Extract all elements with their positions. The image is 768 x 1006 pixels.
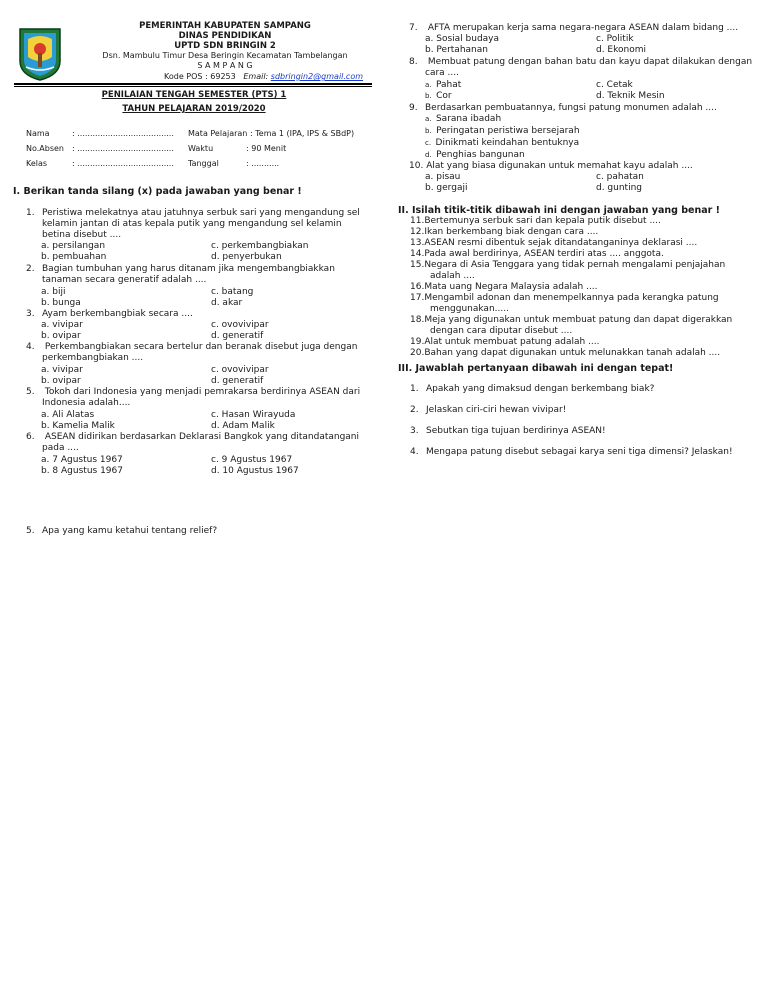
option-c[interactable]: c. ovovivipar xyxy=(211,320,269,330)
question-2 xyxy=(26,264,335,286)
fill-item: menggunakan..... xyxy=(410,304,509,314)
question-text: betina disebut .... xyxy=(42,230,122,240)
header-rule-thin xyxy=(14,86,372,87)
question-text: kelamin jantan di atas kepala putik yang mengandung sel kelamin xyxy=(42,219,342,229)
section1-title: I. Berikan tanda silang (x) pada jawaban yang benar ! xyxy=(13,186,302,197)
label-tanggal: Tanggal xyxy=(188,159,219,168)
question-3 xyxy=(26,309,193,320)
option-c[interactable]: c. perkembangbiakan xyxy=(211,241,309,251)
header-email-link[interactable]: sdbringin2@gmail.com xyxy=(270,72,364,81)
field-noabsen[interactable]: : ...................................... xyxy=(72,144,174,153)
question-9 xyxy=(409,103,717,114)
option-d[interactable]: d. Penghias bangunan xyxy=(425,150,525,160)
question-number: 2. xyxy=(26,264,35,274)
question-7 xyxy=(409,23,738,34)
question-text: Berdasarkan pembuatannya, fungsi patung monumen adalah .... xyxy=(425,103,717,113)
header-city: S A M P A N G xyxy=(197,61,253,70)
label-noabsen: No.Absen xyxy=(26,144,64,153)
question-8 xyxy=(409,57,752,79)
question-1 xyxy=(26,208,360,241)
fill-item: 13.ASEAN resmi dibentuk sejak ditandatanganinya deklarasi .... xyxy=(410,238,698,248)
option-b[interactable]: b. ovipar xyxy=(41,331,81,341)
exam-year: TAHUN PELAJARAN 2019/2020 xyxy=(122,104,266,114)
question-number: 9. xyxy=(409,103,418,113)
option-c[interactable]: c. pahatan xyxy=(596,172,644,182)
option-a[interactable]: a. biji xyxy=(41,287,66,297)
label-kelas: Kelas xyxy=(26,159,48,168)
option-c[interactable]: c. ovovivipar xyxy=(211,365,269,375)
option-b[interactable]: b. 8 Agustus 1967 xyxy=(41,466,123,476)
essay-question-2: 2. Jelaskan ciri-ciri hewan vivipar! xyxy=(410,405,567,415)
question-number: 6. xyxy=(26,432,35,442)
fill-item: 11.Bertemunya serbuk sari dan kepala putik disebut .... xyxy=(410,216,661,226)
option-a[interactable]: a. vivipar xyxy=(41,320,83,330)
option-d[interactable]: d. akar xyxy=(211,298,243,308)
value-tanggal[interactable]: : ........... xyxy=(246,159,280,168)
label-waktu: Waktu xyxy=(188,144,214,153)
fill-item: 12.Ikan berkembang biak dengan cara .... xyxy=(410,227,599,237)
option-b[interactable]: b. Kamelia Malik xyxy=(41,421,115,431)
option-a[interactable]: a. 7 Agustus 1967 xyxy=(41,455,123,465)
question-number: 10. xyxy=(409,161,424,171)
header-school: UPTD SDN BRINGIN 2 xyxy=(174,41,276,51)
fill-item: 14.Pada awal berdirinya, ASEAN terdiri atas .... anggota. xyxy=(410,249,664,259)
question-4 xyxy=(26,342,357,364)
option-d[interactable]: d. generatif xyxy=(211,331,264,341)
option-c[interactable]: c. 9 Agustus 1967 xyxy=(211,455,293,465)
question-text: tanaman secara generatif adalah .... xyxy=(42,275,207,285)
option-d[interactable]: d. Adam Malik xyxy=(211,421,275,431)
option-d[interactable]: d. penyerbukan xyxy=(211,252,282,262)
header-contact xyxy=(164,71,363,82)
question-text: AFTA merupakan kerja sama negara-negara ASEAN dalam bidang .... xyxy=(425,23,739,33)
fill-item: 20.Bahan yang dapat digunakan untuk melunakkan tanah adalah .... xyxy=(410,348,721,358)
option-b[interactable]: b. bunga xyxy=(41,298,81,308)
fill-item: 16.Mata uang Negara Malaysia adalah .... xyxy=(410,282,598,292)
question-text: Peristiwa melekatnya atau jatuhnya serbuk sari yang mengandung sel xyxy=(42,208,360,218)
question-number: 7. xyxy=(409,23,418,33)
option-d[interactable]: d. Ekonomi xyxy=(596,45,646,55)
option-a[interactable]: a. pisau xyxy=(425,172,461,182)
question-text: cara .... xyxy=(425,68,459,78)
field-kelas[interactable]: : ...................................... xyxy=(72,159,174,168)
question-number: 8. xyxy=(409,57,418,67)
option-a[interactable]: a. Sosial budaya xyxy=(425,34,500,44)
question-number: 3. xyxy=(26,309,35,319)
header-rule-thick xyxy=(14,83,372,85)
option-b[interactable]: b. gergaji xyxy=(425,183,468,193)
option-c[interactable]: c. Cetak xyxy=(596,80,633,90)
option-b[interactable]: b. Cor xyxy=(425,91,452,101)
option-a[interactable]: a. Ali Alatas xyxy=(41,410,95,420)
question-6 xyxy=(26,432,359,454)
question-5 xyxy=(26,387,360,409)
fill-item: 18.Meja yang digunakan untuk membuat patung dan dapat digerakkan xyxy=(410,315,733,325)
fill-item: adalah .... xyxy=(410,271,475,281)
option-a[interactable]: a. persilangan xyxy=(41,241,106,251)
question-text: pada .... xyxy=(42,443,79,453)
option-c[interactable]: c. batang xyxy=(211,287,254,297)
exam-title: PENILAIAN TENGAH SEMESTER (PTS) 1 xyxy=(101,90,287,100)
option-b[interactable]: b. ovipar xyxy=(41,376,81,386)
essay-question-4: 4. Mengapa patung disebut sebagai karya seni tiga dimensi? Jelaskan! xyxy=(410,447,733,457)
header-government: PEMERINTAH KABUPATEN SAMPANG xyxy=(139,21,311,31)
option-a[interactable]: a. Pahat xyxy=(425,80,462,90)
value-waktu: : 90 Menit xyxy=(246,144,287,153)
header-email-label: Email: xyxy=(243,72,269,81)
fill-item: 19.Alat untuk membuat patung adalah .... xyxy=(410,337,600,347)
question-number: 1. xyxy=(26,208,35,218)
fill-item: 17.Mengambil adonan dan menempelkannya pada kerangka patung xyxy=(410,293,719,303)
option-b[interactable]: b. pembuahan xyxy=(41,252,107,262)
essay-question-5: 5. Apa yang kamu ketahui tentang relief? xyxy=(26,526,218,536)
question-text: Alat yang biasa digunakan untuk memahat kayu adalah .... xyxy=(423,161,693,171)
label-nama: Nama xyxy=(26,129,50,138)
field-nama[interactable]: : ...................................... xyxy=(72,129,174,138)
fill-item: 15.Negara di Asia Tenggara yang tidak pernah mengalami penjajahan xyxy=(410,260,726,270)
essay-question-1: 1. Apakah yang dimaksud dengan berkembang biak? xyxy=(410,384,655,394)
question-text: Perkembangbiakan secara bertelur dan beranak disebut juga dengan xyxy=(42,342,358,352)
option-b[interactable]: b. Peringatan peristiwa bersejarah xyxy=(425,126,580,136)
option-b[interactable]: b. Pertahanan xyxy=(425,45,488,55)
option-d[interactable]: d. generatif xyxy=(211,376,264,386)
header-department: DINAS PENDIDIKAN xyxy=(178,31,272,41)
question-text: ASEAN didirikan berdasarkan Deklarasi Bangkok yang ditandatangani xyxy=(42,432,360,442)
header-postal: Kode POS : 69253 xyxy=(164,72,236,81)
label-mapel: Mata Pelajaran xyxy=(188,129,248,138)
option-d[interactable]: d. Teknik Mesin xyxy=(596,91,665,101)
option-d[interactable]: d. gunting xyxy=(596,183,643,193)
option-a[interactable]: a. vivipar xyxy=(41,365,83,375)
question-text: Ayam berkembangbiak secara .... xyxy=(42,309,193,319)
question-text: perkembangbiakan .... xyxy=(42,353,144,363)
option-d[interactable]: d. 10 Agustus 1967 xyxy=(211,466,299,476)
school-emblem-logo xyxy=(18,27,62,81)
question-text: Tokoh dari Indonesia yang menjadi pemrakarsa berdirinya ASEAN dari xyxy=(42,387,361,397)
option-c[interactable]: c. Hasan Wirayuda xyxy=(211,410,296,420)
fill-item: dengan cara diputar disebut .... xyxy=(410,326,573,336)
option-c[interactable]: c. Dinikmati keindahan bentuknya xyxy=(425,138,580,148)
question-text: Indonesia adalah.... xyxy=(42,398,131,408)
header-address: Dsn. Mambulu Timur Desa Beringin Kecamatan Tambelangan xyxy=(102,51,348,60)
question-10 xyxy=(409,161,693,172)
question-text: Bagian tumbuhan yang harus ditanam jika mengembangbiakkan xyxy=(42,264,335,274)
section3-title: III. Jawablah pertanyaan dibawah ini dengan tepat! xyxy=(398,363,674,374)
question-number: 4. xyxy=(26,342,35,352)
option-c[interactable]: c. Politik xyxy=(596,34,634,44)
value-mapel: : Tema 1 (IPA, IPS & SBdP) xyxy=(250,129,355,138)
option-a[interactable]: a. Sarana ibadah xyxy=(425,114,502,124)
question-number: 5. xyxy=(26,387,35,397)
section2-list xyxy=(410,216,732,359)
question-text: Membuat patung dengan bahan batu dan kayu dapat dilakukan dengan xyxy=(425,57,753,67)
essay-question-3: 3. Sebutkan tiga tujuan berdirinya ASEAN! xyxy=(410,426,606,436)
section2-title: II. Isilah titik-titik dibawah ini dengan jawaban yang benar ! xyxy=(398,205,720,216)
